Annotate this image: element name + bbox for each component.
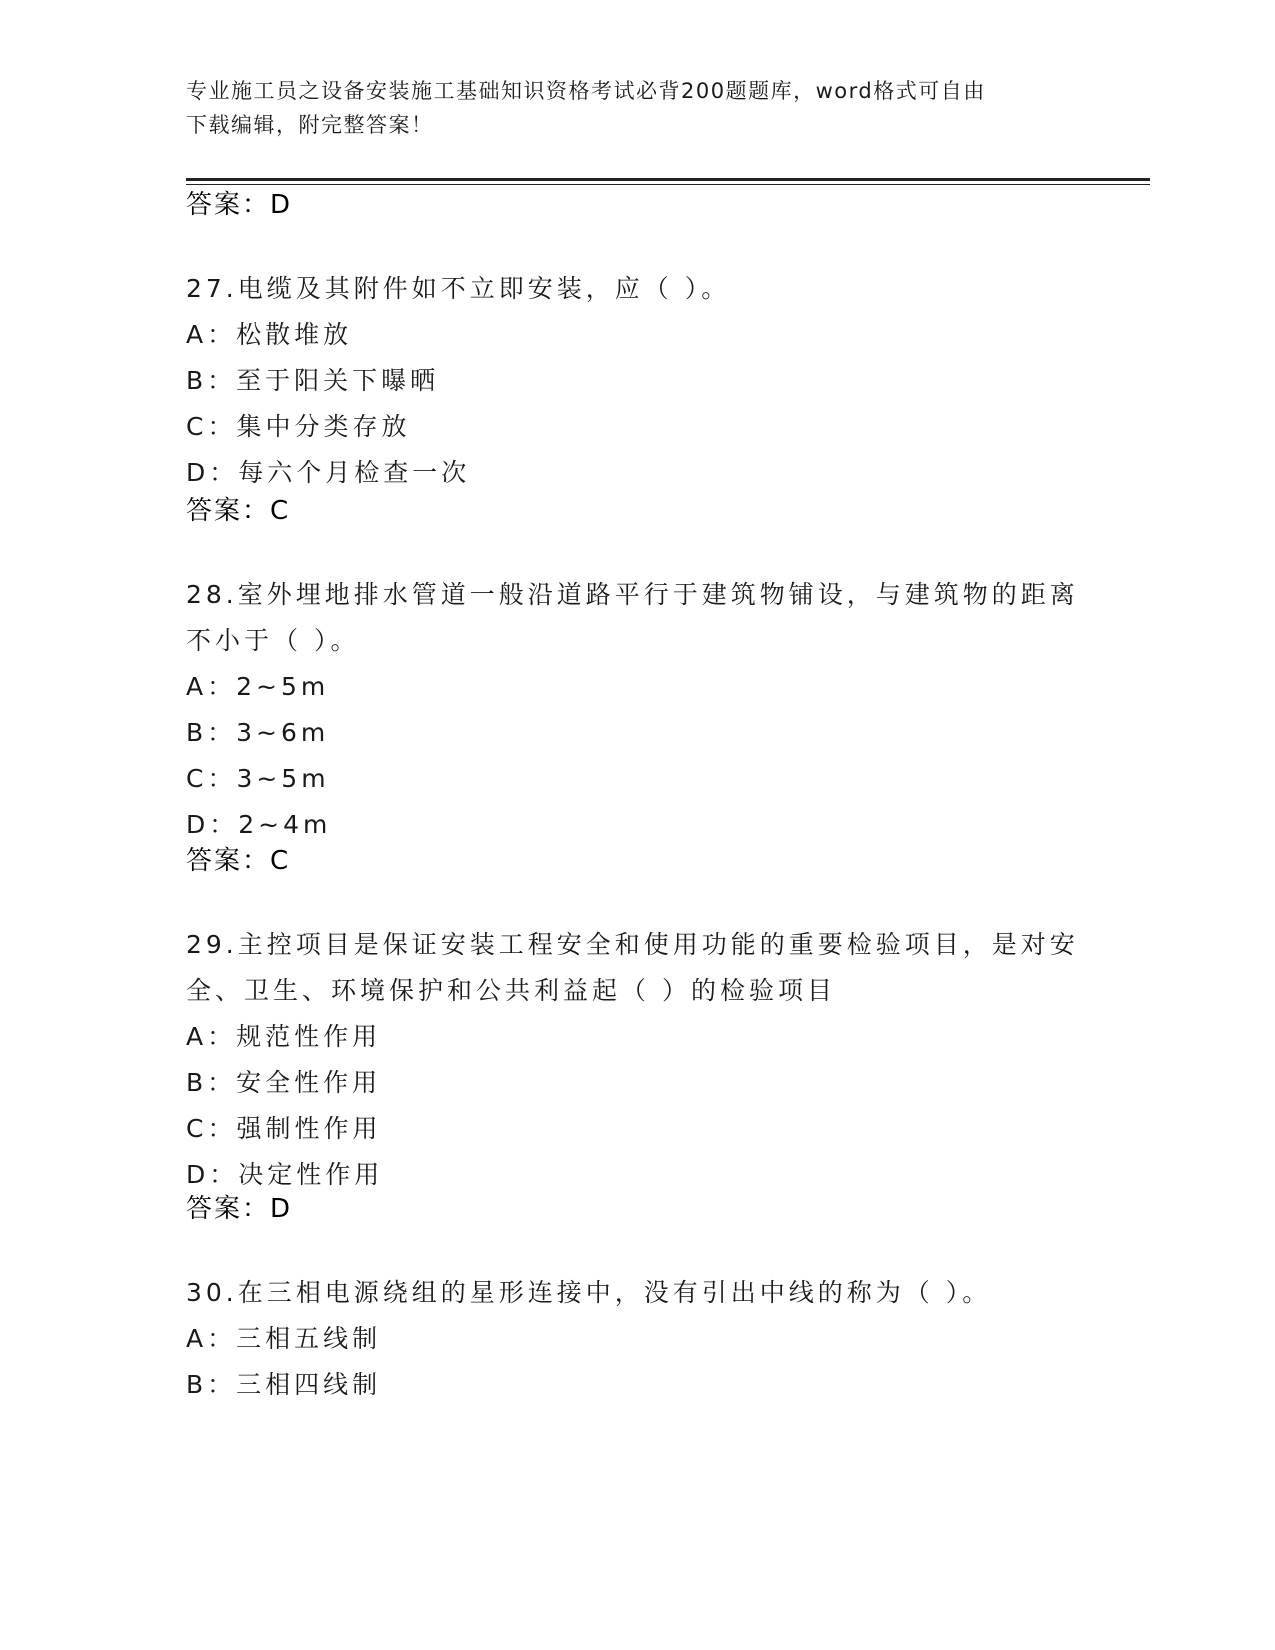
option-c: C：强制性作用 bbox=[186, 1114, 382, 1143]
option-a: A：三相五线制 bbox=[186, 1324, 382, 1353]
question-28 bbox=[186, 572, 1086, 848]
option-b: B：3~6m bbox=[186, 718, 330, 747]
option-a: A：2~5m bbox=[186, 672, 330, 701]
previous-answer: 答案：D bbox=[186, 190, 293, 220]
option-b: B：安全性作用 bbox=[186, 1068, 382, 1097]
option-c: C：3~5m bbox=[186, 764, 330, 793]
option-a: A：松散堆放 bbox=[186, 320, 353, 349]
question-stem-line: 28.室外埋地排水管道一般沿道路平行于建筑物铺设，与建筑物的距离 bbox=[186, 580, 1079, 609]
option-a: A：规范性作用 bbox=[186, 1022, 382, 1051]
option-c: C：集中分类存放 bbox=[186, 412, 411, 441]
header-line-1: 专业施工员之设备安装施工基础知识资格考试必背200题题库，word格式可自由 bbox=[186, 79, 986, 103]
option-b: B：三相四线制 bbox=[186, 1370, 382, 1399]
question-29 bbox=[186, 922, 1086, 1198]
question-stem-line: 不小于（ ）。 bbox=[186, 626, 360, 655]
option-d: D：每六个月检查一次 bbox=[186, 458, 471, 487]
header-line-2: 下载编辑，附完整答案！ bbox=[186, 113, 434, 137]
header-divider-thin bbox=[186, 184, 1150, 185]
question-stem-line: 30.在三相电源绕组的星形连接中，没有引出中线的称为（ ）。 bbox=[186, 1278, 992, 1307]
answer-29: 答案：D bbox=[186, 1194, 293, 1224]
option-d: D：2~4m bbox=[186, 810, 332, 839]
answer-28: 答案：C bbox=[186, 846, 291, 876]
question-stem-line: 全、卫生、环境保护和公共利益起（ ）的检验项目 bbox=[186, 976, 836, 1005]
header-divider-thick bbox=[186, 178, 1150, 181]
option-b: B：至于阳关下曝晒 bbox=[186, 366, 440, 395]
document-header bbox=[186, 74, 1066, 142]
answer-27: 答案：C bbox=[186, 496, 291, 526]
option-d: D：决定性作用 bbox=[186, 1160, 384, 1189]
question-stem-line: 27.电缆及其附件如不立即安装，应（ ）。 bbox=[186, 274, 731, 303]
question-27 bbox=[186, 266, 1086, 496]
question-stem-line: 29.主控项目是保证安装工程安全和使用功能的重要检验项目，是对安 bbox=[186, 930, 1079, 959]
question-30 bbox=[186, 1270, 1086, 1408]
